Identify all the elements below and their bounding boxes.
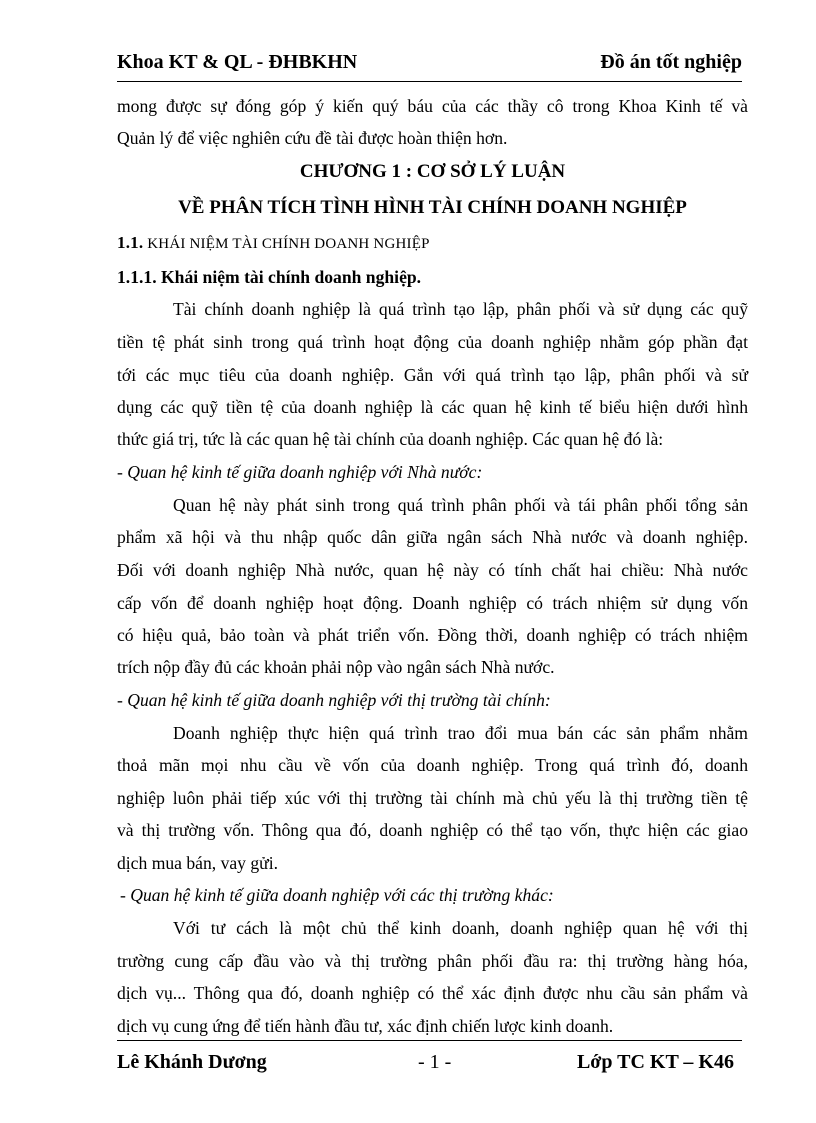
paragraph-line: trường cung cấp đầu vào và thị trường phân phối đầu ra: thị trường hàng hóa, (117, 951, 748, 971)
header-divider (117, 81, 742, 82)
relation-heading-other: - Quan hệ kinh tế giữa doanh nghiệp với các thị trường khác: (120, 885, 554, 905)
chapter-subtitle: VỀ PHÂN TÍCH TÌNH HÌNH TÀI CHÍNH DOANH NGHIỆP (178, 197, 687, 218)
paragraph-line: Đối với doanh nghiệp Nhà nước, quan hệ này có tính chất hai chiều: Nhà nước (117, 560, 748, 580)
footer-divider (117, 1040, 742, 1041)
paragraph-line: dịch vụ cung ứng để tiến hành đầu tư, xác định chiến lược kinh doanh. (117, 1016, 614, 1036)
paragraph-line: cấp vốn để doanh nghiệp hoạt động. Doanh nghiệp có trách nhiệm sử dụng vốn (117, 593, 748, 613)
paragraph-line: tới các mục tiêu của doanh nghiệp. Gắn với quá trình tạo lập, phân phối và sử (117, 365, 748, 385)
paragraph-line: dịch mua bán, vay gửi. (117, 853, 278, 873)
section-title: KHÁI NIỆM TÀI CHÍNH DOANH NGHIỆP (147, 236, 430, 252)
paragraph-line: phẩm xã hội và thu nhập quốc dân giữa ngân sách Nhà nước và doanh nghiệp. (117, 527, 748, 547)
header-doc-type: Đồ án tốt nghiệp (600, 50, 742, 73)
paragraph-line: Quan hệ này phát sinh trong quá trình phân phối và tái phân phối tổng sản (173, 495, 748, 515)
page-header (117, 48, 742, 76)
paragraph-line: dịch vụ... Thông qua đó, doanh nghiệp có thể xác định được nhu cầu sản phẩm và (117, 983, 748, 1003)
footer-page-number: - 1 - (418, 1051, 452, 1073)
relation-heading-state: - Quan hệ kinh tế giữa doanh nghiệp với Nhà nước: (117, 462, 483, 482)
paragraph-line: thoả mãn mọi nhu cầu về vốn của doanh nghiệp. Trong quá trình đó, doanh (117, 755, 748, 775)
paragraph-line: Doanh nghiệp thực hiện quá trình trao đổi mua bán các sản phẩm nhằm (173, 723, 748, 743)
section-heading-1-1 (117, 228, 748, 258)
intro-line: mong được sự đóng góp ý kiến quý báu của các thầy cô trong Khoa Kinh tế và (117, 96, 748, 116)
page-footer (117, 1051, 742, 1079)
relation-heading-finance: - Quan hệ kinh tế giữa doanh nghiệp với thị trường tài chính: (117, 690, 551, 710)
paragraph-line: trích nộp đầy đủ các khoản phải nộp vào ngân sách Nhà nước. (117, 657, 555, 677)
paragraph-line: dụng các quỹ tiền tệ của doanh nghiệp là các quan hệ kinh tế biểu hiện dưới hình (117, 397, 748, 417)
section-number: 1.1. (117, 233, 144, 252)
paragraph-line: tiền tệ phát sinh trong quá trình hoạt động của doanh nghiệp nhằm góp phần đạt (117, 332, 748, 352)
paragraph-line: thức giá trị, tức là các quan hệ tài chính của doanh nghiệp. Các quan hệ đó là: (117, 429, 664, 449)
chapter-title: CHƯƠNG 1 : CƠ SỞ LÝ LUẬN (299, 161, 566, 182)
paragraph-line: Tài chính doanh nghiệp là quá trình tạo lập, phân phối và sử dụng các quỹ (173, 299, 748, 319)
footer-class: Lớp TC KT – K46 (576, 1051, 734, 1073)
header-faculty: Khoa KT & QL - ĐHBKHN (117, 50, 358, 73)
paragraph-line: nghiệp luôn phải tiếp xúc với thị trường tài chính mà chủ yếu là thị trường tiền tệ (117, 788, 748, 808)
intro-line: Quản lý để việc nghiên cứu đề tài được hoàn thiện hơn. (117, 128, 508, 148)
paragraph-line: Với tư cách là một chủ thể kinh doanh, doanh nghiệp quan hệ với thị (173, 918, 748, 938)
section-heading-1-1-1: 1.1.1. Khái niệm tài chính doanh nghiệp. (117, 267, 422, 287)
footer-author: Lê Khánh Dương (117, 1051, 267, 1073)
paragraph-line: có hiệu quả, bảo toàn và phát triển vốn. Đồng thời, doanh nghiệp có trách nhiệm (117, 625, 748, 645)
paragraph-line: và thị trường vốn. Thông qua đó, doanh nghiệp có thể tạo vốn, thực hiện các giao (117, 820, 748, 840)
